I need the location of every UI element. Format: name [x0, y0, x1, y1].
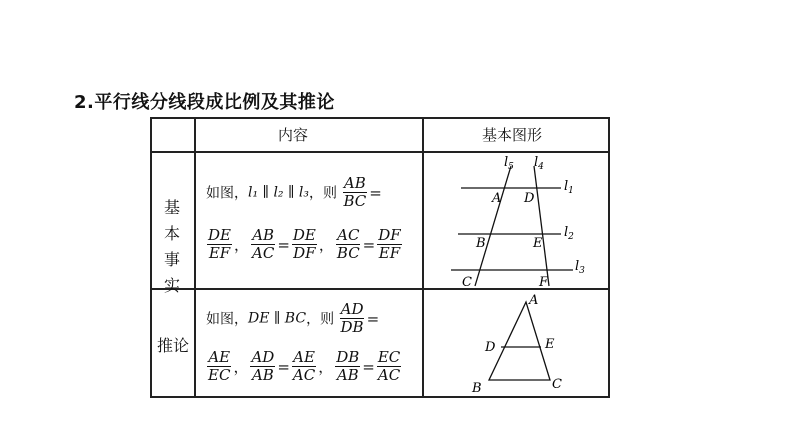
row2-frac-db-ab: $\frac{DB}{AB}$ [336, 348, 360, 384]
row2-condition: DE ∥ BC [248, 310, 307, 327]
point-c: C [552, 377, 562, 392]
row2-frac-ad-db: $\frac{AD}{DB}$ [340, 300, 364, 336]
row-label-fact: 事实 [163, 250, 180, 295]
row2-then: ，则 [306, 311, 335, 328]
header-figure: 基本图形 [482, 126, 543, 144]
section-heading: 2.平行线分线段成比例及其推论 [74, 92, 335, 113]
table-col-divider-1 [194, 117, 196, 398]
equals-sign: = [362, 357, 375, 376]
figure-parallel-lines [423, 152, 608, 288]
row2-frac-ae-ec: $\frac{AE}{EC}$ [208, 348, 231, 384]
row-label-basic: 基本 [163, 198, 180, 243]
row1-frac-ab-ac: $\frac{AB}{AC}$ [252, 226, 275, 262]
label-l4: $l_4$ [534, 155, 544, 172]
separator: ， [233, 358, 249, 376]
separator: ， [233, 236, 249, 254]
row2-prefix: 如图， [206, 311, 248, 328]
row-label-corollary: 推论 [157, 336, 190, 355]
point-e: E [545, 337, 555, 352]
point-a: A [529, 293, 539, 308]
header-content: 内容 [278, 126, 309, 144]
triangle-abc [489, 302, 550, 380]
figure-triangle [423, 290, 608, 398]
equals-sign: = [366, 309, 380, 328]
table-border-top [150, 117, 610, 119]
row2-content-line2 [206, 349, 402, 384]
row1-frac-ab-bc: $\frac{AB}{BC}$ [343, 174, 367, 210]
separator: ， [318, 358, 334, 376]
point-b: B [472, 381, 482, 396]
row1-prefix: 如图， [206, 185, 248, 202]
line-l5 [475, 166, 511, 286]
point-d: D [485, 340, 496, 355]
row1-frac-de-ef: $\frac{DE}{EF}$ [208, 226, 231, 262]
label-l5: $l_5$ [504, 155, 514, 172]
row-label-basic-fact [157, 195, 187, 299]
row1-frac-de-df: $\frac{DE}{DF}$ [292, 226, 316, 262]
row1-condition: l₁ ∥ l₂ ∥ l₃ [248, 184, 310, 201]
point-b: B [476, 236, 486, 251]
row2-frac-ad-ab: $\frac{AD}{AB}$ [251, 348, 275, 384]
point-a: A [492, 191, 502, 206]
row1-then: ，则 [309, 185, 338, 202]
point-e: E [533, 236, 543, 251]
equals-sign: = [362, 235, 376, 254]
row2-content-line1 [206, 301, 380, 336]
label-l3: $l_3$ [575, 259, 585, 276]
row1-content-line1 [206, 175, 383, 210]
line-l4 [534, 166, 549, 286]
row1-frac-df-ef: $\frac{DF}{EF}$ [378, 226, 401, 262]
point-d: D [524, 191, 535, 206]
equals-sign: = [277, 235, 290, 254]
label-l2: $l_2$ [564, 225, 574, 242]
equals-sign: = [369, 183, 382, 202]
point-f: F [539, 275, 549, 288]
equals-sign: = [277, 357, 290, 376]
row1-content-line2 [206, 227, 403, 262]
separator: ， [318, 236, 334, 254]
point-c: C [462, 275, 472, 288]
row2-frac-ec-ac: $\frac{EC}{AC}$ [377, 348, 401, 384]
row1-frac-ac-bc: $\frac{AC}{BC}$ [336, 226, 360, 262]
table-border-right [608, 117, 610, 398]
row2-frac-ae-ac: $\frac{AE}{AC}$ [292, 348, 316, 384]
label-l1: $l_1$ [564, 179, 574, 196]
table-border-left [150, 117, 152, 398]
